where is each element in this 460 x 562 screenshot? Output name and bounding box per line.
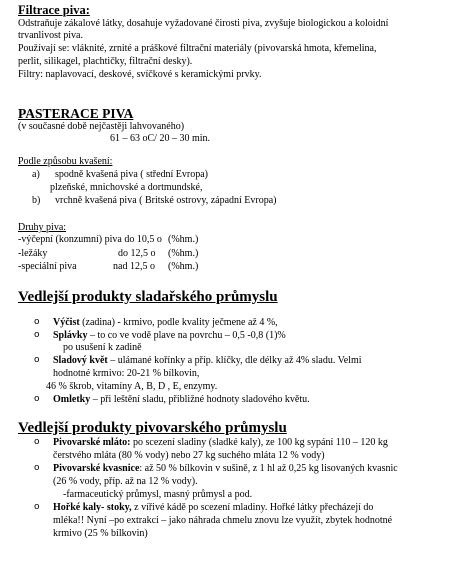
slad-item-4: Omletky – při leštění sladu, přibližné hodnoty sladového květu. [53, 394, 310, 405]
bullet-icon: o [34, 330, 40, 340]
filtrace-line-5: Filtry: naplavovací, deskové, svíčkové s keramickými prvky. [18, 69, 262, 80]
filtrace-line-1: Odstraňuje zákalové látky, dosahuje vyžadované čirosti piva, zvyšuje biologickou a koloidní [18, 18, 389, 29]
kvaseni-item-b: vrchně kvašená piva ( Britské ostrovy, západní Evropa) [55, 195, 277, 206]
pasterace-heading: PASTERACE PIVA [18, 106, 134, 121]
kvaseni-item-a: spodně kvašená piva ( střední Evropa) [55, 169, 209, 180]
filtrace-line-3: Používají se: vláknité, zrnité a práškové filtrační materiály (pivovarská hmota, křemelina, [18, 43, 377, 54]
slad-item-3: Sladový květ – ulámané kořínky a příp. klíčky, dle délky až 4% sladu. Velmi [53, 355, 362, 366]
bullet-icon: o [34, 355, 40, 365]
filtrace-line-2: trvanlivost piva. [18, 30, 83, 41]
kvaseni-item-a-cont: plzeňské, mnichovské a dortmundské, [50, 182, 203, 193]
slad-item-3-cont: hodnotné krmivo: 20-21 % bílkovin, [53, 368, 200, 379]
druhy-row-1-name: -výčepní (konzumní) piva do 10,5 o [18, 234, 162, 245]
pivo-item-2-cont: (26 % vody, příp. až na 12 % vody). [53, 476, 198, 487]
slad-item-2-cont: po usušení k zadině [63, 342, 142, 353]
pasterace-conditions: 61 – 63 oC/ 20 – 30 min. [110, 133, 211, 144]
pivo-item-3-cont2: krmivo (25 % bílkovin) [53, 528, 148, 539]
pivo-item-2-cont2: -farmaceutický průmysl, masný průmysl a pod. [63, 489, 253, 500]
pivo-heading: Vedlejší produkty pivovarského průmyslu [18, 420, 287, 436]
druhy-row-1-value: (%hm.) [168, 234, 199, 245]
filtrace-line-4: perlit, silikagel, plachtičky, filtrační desky). [18, 56, 193, 67]
slad-heading: Vedlejší produkty sladařského průmyslu [18, 289, 278, 305]
pasterace-note: (v současné době nejčastěji lahvovaného) [18, 121, 185, 132]
pivo-item-3-cont: mléka!! Nyní –po extrakci – jako náhrada chmelu znovu lze využít, zbytek hodnotné [53, 515, 393, 526]
slad-item-2: Splávky – to co ve vodě plave na povrchu – 0,5 -0,8 (1)% [53, 330, 286, 341]
pivo-item-1: Pivovarské mláto: po scezení sladiny (sladké kaly), ze 100 kg sypání 110 – 120 kg [53, 437, 388, 448]
bullet-icon: o [34, 502, 40, 512]
kvaseni-marker-a: a) [32, 169, 40, 180]
slad-item-1: Výčist (zadina) - krmivo, podle kvality ječmene až 4 %, [53, 317, 278, 328]
druhy-heading: Druhy piva: [18, 222, 67, 233]
pivo-item-1-cont: čerstvého mláta (80 % vody) nebo 27 kg suchého mláta 12 % vody) [53, 450, 325, 461]
filtrace-heading: Filtrace piva: [18, 3, 90, 17]
kvaseni-marker-b: b) [32, 195, 41, 206]
kvaseni-heading: Podle způsobu kvašení: [18, 156, 113, 167]
bullet-icon: o [34, 437, 40, 447]
druhy-row-3-name: -speciální piva [18, 261, 77, 272]
bullet-icon: o [34, 463, 40, 473]
bullet-icon: o [34, 317, 40, 327]
pivo-item-2: Pivovarské kvasnice: až 50 % bílkovin v sušině, z 1 hl až 0,25 kg lisovaných kvasnic [53, 463, 398, 474]
druhy-row-3-value: (%hm.) [168, 261, 199, 272]
bullet-icon: o [34, 394, 40, 404]
druhy-row-2-range: do 12,5 o [118, 248, 156, 259]
pivo-item-3: Hořké kaly- stoky, z vířivé kádě po scezení mladiny. Hořké látky přecházejí do [53, 502, 374, 513]
druhy-row-2-value: (%hm.) [168, 248, 199, 259]
druhy-row-2-name: -ležáky [18, 248, 48, 259]
slad-item-3-cont2: 46 % škrob, vitamíny A, B, D , E, enzymy. [46, 381, 218, 392]
druhy-row-3-range: nad 12,5 o [113, 261, 155, 272]
